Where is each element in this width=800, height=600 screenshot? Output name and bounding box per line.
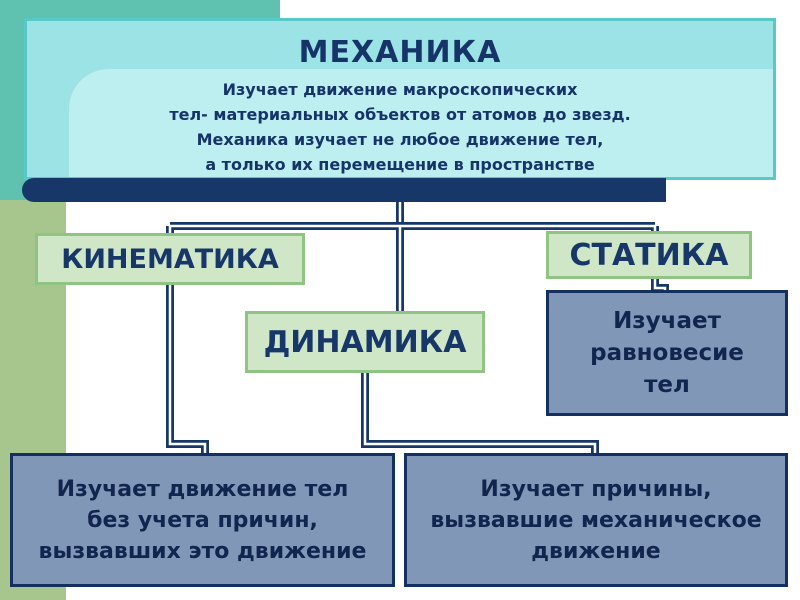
mechanics-description-line: Изучает движение макроскопических <box>222 80 578 99</box>
kinematics-description-line: Изучает движение тел <box>56 476 349 502</box>
statics-label <box>546 231 752 279</box>
mechanics-description <box>137 77 663 177</box>
dynamics-description-line: движение <box>531 538 661 564</box>
statics-description-line: Изучает <box>613 308 721 334</box>
kinematics-description-line: без учета причин, <box>87 507 318 533</box>
mechanics-description-line: Механика изучает не любое движение тел, <box>196 130 604 149</box>
statics-description-line: тел <box>644 372 690 398</box>
dynamics-label-text: ДИНАМИКА <box>263 324 467 360</box>
dynamics-label <box>245 311 485 373</box>
mechanics-title: МЕХАНИКА <box>298 35 502 70</box>
header-underline-bar <box>22 178 666 202</box>
dynamics-description-line: Изучает причины, <box>480 476 712 502</box>
statics-description-line: равновесие <box>590 340 744 366</box>
dynamics-description-box <box>404 453 788 587</box>
mechanics-description-line: а только их перемещение в пространстве <box>205 155 595 174</box>
kinematics-label-text: КИНЕМАТИКА <box>61 243 279 275</box>
statics-label-text: СТАТИКА <box>569 237 729 273</box>
dynamics-description-line: вызвавшие механическое <box>430 507 762 533</box>
mechanics-header-box <box>24 18 776 180</box>
kinematics-description-box <box>10 453 395 587</box>
kinematics-description-line: вызвавших это движение <box>38 538 367 564</box>
kinematics-label <box>35 233 305 285</box>
mechanics-description-line: тел- материальных объектов от атомов до звезд. <box>169 105 631 124</box>
statics-description-box <box>546 290 788 416</box>
